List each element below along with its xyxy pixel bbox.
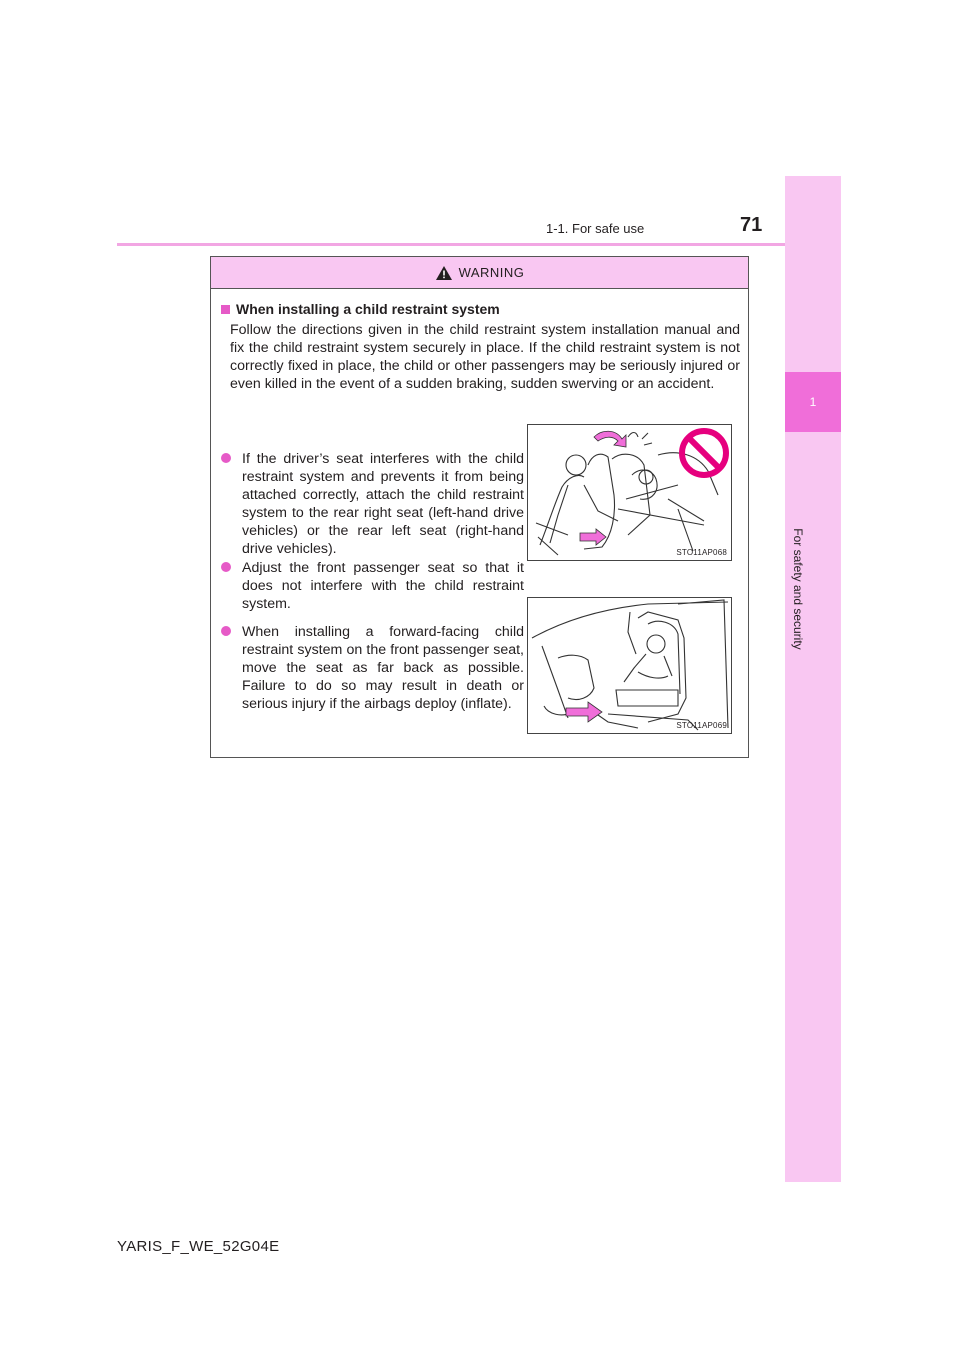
illustration-seat-back [527, 597, 732, 734]
list-item-text: When installing a forward-facing child restraint system on the front passenger seat, move the seat as far back as possible. Failure to do so may result in death or serious injury if the airbags deploy (inflate). [242, 624, 524, 712]
bullet-dot-icon [221, 562, 231, 572]
section-title: 1-1. For safe use [546, 221, 645, 236]
bullet-dot-icon [221, 453, 231, 463]
chapter-number: 1 [785, 372, 841, 432]
seat-interference-drawing [528, 425, 732, 561]
warning-header [211, 257, 748, 289]
figure-code: STO11AP068 [676, 548, 727, 557]
figure-code: STO11AP069 [676, 721, 727, 730]
warning-triangle-icon [435, 265, 453, 281]
chapter-label-text: For safety and security [791, 528, 805, 650]
list-item-text: Adjust the front passenger seat so that it does not interfere with the child restraint system. [242, 560, 524, 612]
warning-heading-text: When installing a child restraint system [236, 301, 500, 317]
page-number: 71 [740, 214, 763, 236]
square-bullet-icon [221, 305, 230, 314]
illustration-seat-interference [527, 424, 732, 561]
warning-box [210, 256, 749, 758]
warning-title: WARNING [458, 265, 525, 280]
prohibition-icon [682, 431, 726, 475]
header-divider [117, 243, 840, 246]
bullet-dot-icon [221, 626, 231, 636]
warning-heading [221, 301, 500, 317]
seat-back-drawing [528, 598, 732, 734]
document-code: YARIS_F_WE_52G04E [117, 1238, 280, 1255]
list-item-text: If the driver’s seat interferes with the child restraint system and prevents it from being attached correctly, attach the child restraint system to the rear right seat (left-hand drive vehicles) or the rear left seat (right-hand drive vehicles). [242, 451, 524, 557]
warning-paragraph: Follow the directions given in the child restraint system installation manual and fix the child restraint system securely in place. If the child restraint system is not correctly fixed in place, the child or other passengers may be seriously injured or even killed in the event of a sudden braking, sudden swerving or an accident. [230, 322, 740, 392]
